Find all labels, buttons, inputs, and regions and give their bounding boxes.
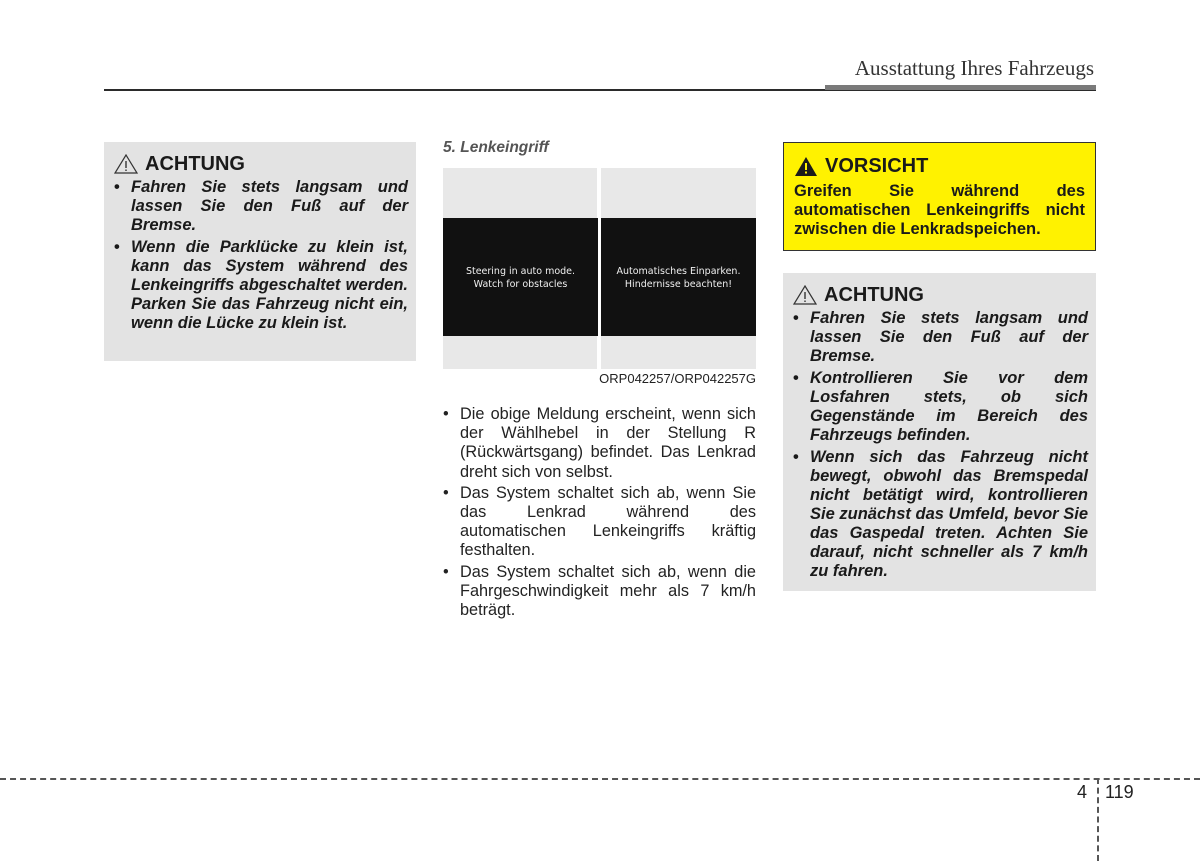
achtung-heading-label: ACHTUNG — [145, 152, 245, 175]
achtung-heading-label: ACHTUNG — [824, 283, 924, 306]
figure-caption: 5. Lenkeingriff — [443, 139, 549, 156]
list-item: • Das System schaltet sich ab, wenn die Fahrgeschwindigkeit mehr als 7 km/h beträgt. — [443, 563, 756, 621]
list-item: • Fahren Sie stets langsam und lassen Sie den Fuß auf der Bremse. — [114, 178, 408, 235]
caution-triangle-icon — [794, 156, 818, 177]
warning-triangle-icon — [114, 154, 138, 174]
achtung-list-left — [114, 178, 408, 333]
achtung-heading — [114, 154, 408, 174]
screen-message-german: Automatisches Einparken. Hindernisse beachten! — [601, 218, 756, 336]
list-item: • Wenn die Parklücke zu klein ist, kann das System während des Lenkeingriffs abgeschaltet werden. Parken Sie das Fahrzeug nicht ein, wenn die Lücke zu klein ist. — [114, 238, 408, 333]
vorsicht-heading-label: VORSICHT — [825, 155, 929, 177]
vorsicht-text: Greifen Sie während des automatischen Lenkeingriffs nicht zwischen die Lenkradspeichen. — [794, 182, 1085, 238]
figure-cluster-display — [443, 168, 756, 369]
body-bullet-list — [443, 405, 756, 622]
footer-divider — [1097, 778, 1099, 861]
vorsicht-box — [783, 142, 1096, 251]
achtung-list-right — [793, 309, 1088, 581]
achtung-box-left — [104, 142, 416, 361]
warning-triangle-icon — [793, 285, 817, 305]
footer-rule — [0, 778, 1200, 780]
screen-message-english: Steering in auto mode. Watch for obstacles — [443, 218, 598, 336]
list-item: • Die obige Meldung erscheint, wenn sich der Wählhebel in der Stellung R (Rückwärtsgang) befindet. Das Lenkrad dreht sich von selbst. — [443, 405, 756, 482]
list-item: • Fahren Sie stets langsam und lassen Sie den Fuß auf der Bremse. — [793, 309, 1088, 366]
chapter-number: 4 — [1077, 782, 1088, 802]
list-item: • Kontrollieren Sie vor dem Losfahren stets, ob sich Gegenstände im Bereich des Fahrzeugs befinden. — [793, 369, 1088, 445]
achtung-box-right — [783, 273, 1096, 591]
header-rule-accent — [825, 85, 1096, 90]
page-header-title: Ausstattung Ihres Fahrzeugs — [854, 56, 1094, 80]
figure-code: ORP042257/ORP042257G — [599, 371, 756, 386]
achtung-heading — [793, 285, 1088, 305]
vorsicht-heading — [794, 155, 1085, 178]
list-item: • Das System schaltet sich ab, wenn Sie das Lenkrad während des automatischen Lenkeingriffs kräftig festhalten. — [443, 484, 756, 561]
list-item: • Wenn sich das Fahrzeug nicht bewegt, obwohl das Bremspedal nicht betätigt wird, kontrollieren Sie zunächst das Umfeld, bevor Sie das Gaspedal treten. Achten Sie darauf, nicht schneller als 7 km/h zu fahren. — [793, 448, 1088, 581]
page-number: 119 — [1105, 782, 1134, 802]
